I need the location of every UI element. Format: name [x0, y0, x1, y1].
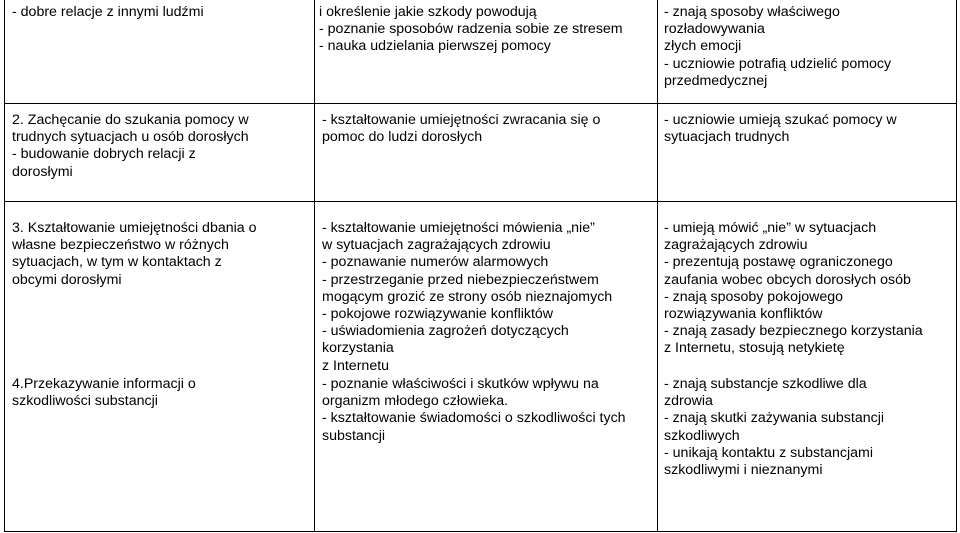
text-line: - prezentują postawę ograniczonego	[664, 254, 893, 271]
row2-col3-cell	[664, 112, 897, 146]
text-line: - kształtowanie umiejętności mówienia „nie”	[322, 220, 595, 236]
row-divider-1	[4, 103, 957, 104]
text-line: z Internetu, stosują netykietę	[664, 340, 845, 357]
text-line: - znają sposoby pokojowego	[664, 288, 844, 305]
text-line: trudnych sytuacjach u osób dorosłych	[12, 129, 249, 146]
text-line: w sytuacjach zagrażających zdrowiu	[322, 237, 551, 254]
text-line: - umieją mówić „nie” w sytuacjach	[664, 220, 877, 236]
row2-col1-cell	[12, 112, 249, 181]
row3-col3-cell	[664, 220, 923, 358]
text-line: - poznawanie numerów alarmowych	[322, 254, 549, 271]
text-line: korzystania	[322, 340, 394, 357]
text-line: dorosłymi	[12, 163, 73, 180]
text-line: sytuacjach, w tym w kontaktach z	[12, 254, 222, 271]
table-border-right	[956, 0, 957, 531]
table-border-left	[4, 0, 5, 531]
table-border-bottom	[4, 531, 957, 532]
text-line: obcymi dorosłymi	[12, 271, 122, 288]
row2-col2-cell	[322, 112, 600, 146]
column-divider-2	[657, 0, 658, 531]
text-line: rozładowywania	[664, 21, 765, 38]
text-line: sytuacjach trudnych	[664, 129, 790, 146]
text-line: - uczniowie potrafią udzielić pomocy	[664, 55, 892, 72]
row4-col1-cell	[12, 376, 196, 410]
text-line: - dobre relacje z innymi ludźmi	[12, 4, 204, 20]
text-line: pomoc do ludzi dorosłych	[322, 129, 483, 146]
text-line: - poznanie właściwości i skutków wpływu na	[322, 376, 599, 392]
row1-col2-cell	[319, 4, 623, 56]
text-line: szkodliwymi i nieznanymi	[664, 462, 823, 479]
text-line: zagrażających zdrowiu	[664, 237, 808, 254]
text-line: 4.Przekazywanie informacji o	[12, 376, 196, 392]
text-line: - przestrzeganie przed niebezpieczeństwem	[322, 271, 599, 288]
text-line: - kształtowanie świadomości o szkodliwości tych	[322, 410, 626, 427]
text-line: z Internetu	[322, 357, 390, 374]
text-line: i określenie jakie szkody powodują	[319, 4, 537, 20]
text-line: - znają zasady bezpiecznego korzystania	[664, 323, 923, 340]
text-line: rozwiązywania konfliktów	[664, 306, 823, 323]
text-line: mogącym grozić ze strony osób nieznajomych	[322, 288, 613, 305]
text-line: - uświadomienia zagrożeń dotyczących	[322, 323, 569, 340]
text-line: - kształtowanie umiejętności zwracania się o	[322, 112, 601, 128]
text-line: złych emocji	[664, 38, 742, 55]
row4-col2-cell	[322, 376, 626, 445]
row3-col2-cell	[322, 220, 612, 375]
text-line: zdrowia	[664, 393, 713, 410]
text-line: szkodliwości substancji	[12, 393, 158, 410]
text-line: - znają substancje szkodliwe dla	[664, 376, 867, 392]
text-line: zaufania wobec obcych dorosłych osób	[664, 271, 911, 288]
text-line: - poznanie sposobów radzenia sobie ze stresem	[319, 21, 623, 38]
text-line: przedmedycznej	[664, 72, 768, 89]
text-line: - pokojowe rozwiązywanie konfliktów	[322, 306, 554, 323]
row-divider-2	[4, 201, 957, 202]
row4-col3-cell	[664, 376, 884, 479]
text-line: - uczniowie umieją szukać pomocy w	[664, 112, 897, 128]
text-line: - znają sposoby właściwego	[664, 4, 840, 20]
row1-col3-cell	[664, 4, 891, 90]
text-line: - znają skutki zażywania substancji	[664, 410, 885, 427]
text-line: substancji	[322, 427, 386, 444]
text-line: - unikają kontaktu z substancjami	[664, 444, 873, 461]
text-line: 3. Kształtowanie umiejętności dbania o	[12, 220, 257, 236]
row3-col1-cell	[12, 220, 257, 289]
text-line: szkodliwych	[664, 427, 740, 444]
row1-col1-cell	[12, 4, 204, 21]
text-line: - nauka udzielania pierwszej pomocy	[319, 38, 551, 55]
text-line: - budowanie dobrych relacji z	[12, 146, 196, 163]
text-line: własne bezpieczeństwo w różnych	[12, 237, 229, 254]
column-divider-1	[314, 0, 315, 531]
text-line: organizm młodego człowieka.	[322, 393, 509, 410]
text-line: 2. Zachęcanie do szukania pomocy w	[12, 112, 249, 128]
